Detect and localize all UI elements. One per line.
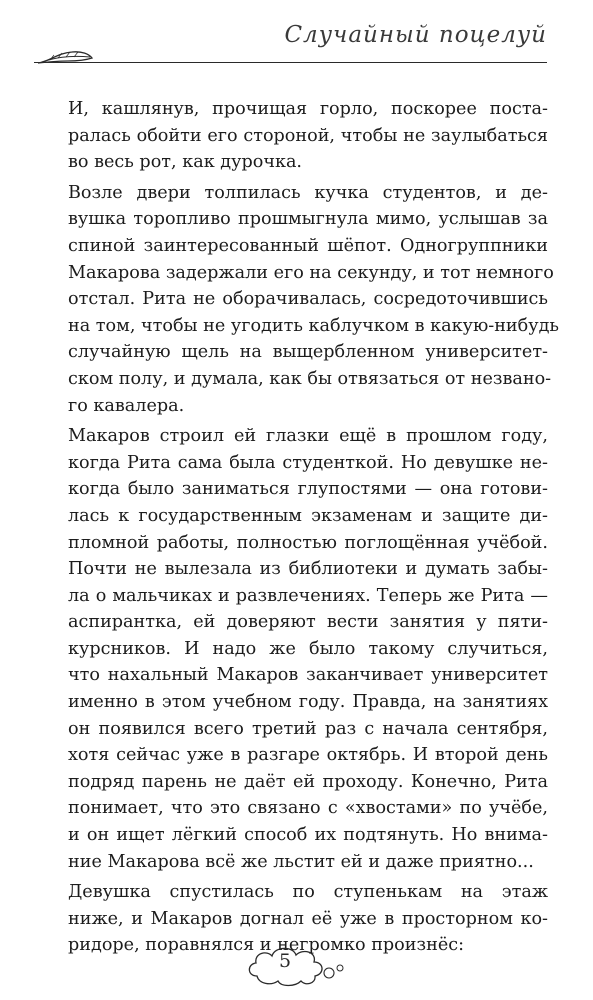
page-body [68, 96, 560, 963]
paragraph [68, 423, 548, 875]
text-line: что нахальный Макаров заканчивает университет [68, 665, 548, 686]
text-line: именно в этом учебном году. Правда, на занятиях [68, 692, 548, 713]
text-line: пломной работы, полностью поглощённая учёбой. [68, 532, 548, 553]
text-line: отстал. Рита не оборачивалась, сосредоточившись [68, 289, 548, 310]
text-line: во весь рот, как дурочка. [68, 152, 303, 173]
text-line: аспирантка, ей доверяют вести занятия у пяти- [68, 612, 548, 633]
text-line: Девушка спустилась по ступенькам на этаж [68, 882, 548, 903]
page-number-badge [243, 940, 353, 990]
text-line: понимает, что это связано с «хвостами» по учёбе, [68, 798, 548, 819]
text-line: Макаров строил ей глазки ещё в прошлом году, [68, 426, 548, 447]
text-line: го кавалера. [68, 395, 185, 416]
paragraph [68, 180, 560, 419]
header-rule [34, 62, 547, 63]
text-line: он появился всего третий раз с начала сентября, [68, 718, 548, 739]
text-line: Возле двери толпилась кучка студентов, и де- [68, 182, 548, 203]
text-line: И, кашлянув, прочищая горло, поскорее поста- [68, 99, 548, 119]
text-line: ние Макарова всё же льстит ей и даже приятно... [68, 851, 534, 872]
page-number: 5 [278, 950, 292, 972]
text-line: ридоре, поравнялся и негромко произнёс: [68, 935, 465, 956]
text-line: ниже, и Макаров догнал её уже в просторном ко- [68, 908, 548, 929]
header-title: Случайный поцелуй [284, 22, 547, 48]
text-line: ском полу, и думала, как бы отвязаться от незвано- [68, 368, 552, 389]
text-line: хотя сейчас уже в разгаре октябрь. И второй день [68, 745, 548, 766]
text-line: подряд парень не даёт ей проходу. Конечно, Рита [68, 771, 548, 792]
text-line: и он ищет лёгкий способ их подтянуть. Но внима- [68, 825, 548, 846]
text-line: ралась обойти его стороной, чтобы не заулыбаться [68, 125, 548, 146]
text-line: Почти не вылезала из библиотеки и думать забы- [68, 559, 548, 580]
text-line: спиной заинтересованный шёпот. Одногруппники [68, 235, 548, 256]
paragraph [68, 96, 548, 176]
text-line: когда было заниматься глупостями — она готови- [68, 479, 548, 500]
text-line: вушка торопливо прошмыгнула мимо, услышав за [68, 209, 548, 230]
text-line: Макарова задержали его на секунду, и тот немного [68, 262, 554, 283]
text-line: лась к государственным экзаменам и защите ди- [68, 505, 548, 526]
text-line: когда Рита сама была студенткой. Но девушке не- [68, 452, 548, 473]
running-header [0, 0, 593, 75]
text-line: на том, чтобы не угодить каблучком в какую-нибудь [68, 315, 560, 336]
text-line: ла о мальчиках и развлечениях. Теперь же Рита — [68, 585, 548, 606]
text-line: случайную щель на выщербленном университет- [68, 342, 548, 363]
text-line: курсников. И надо же было такому случиться, [68, 638, 548, 659]
